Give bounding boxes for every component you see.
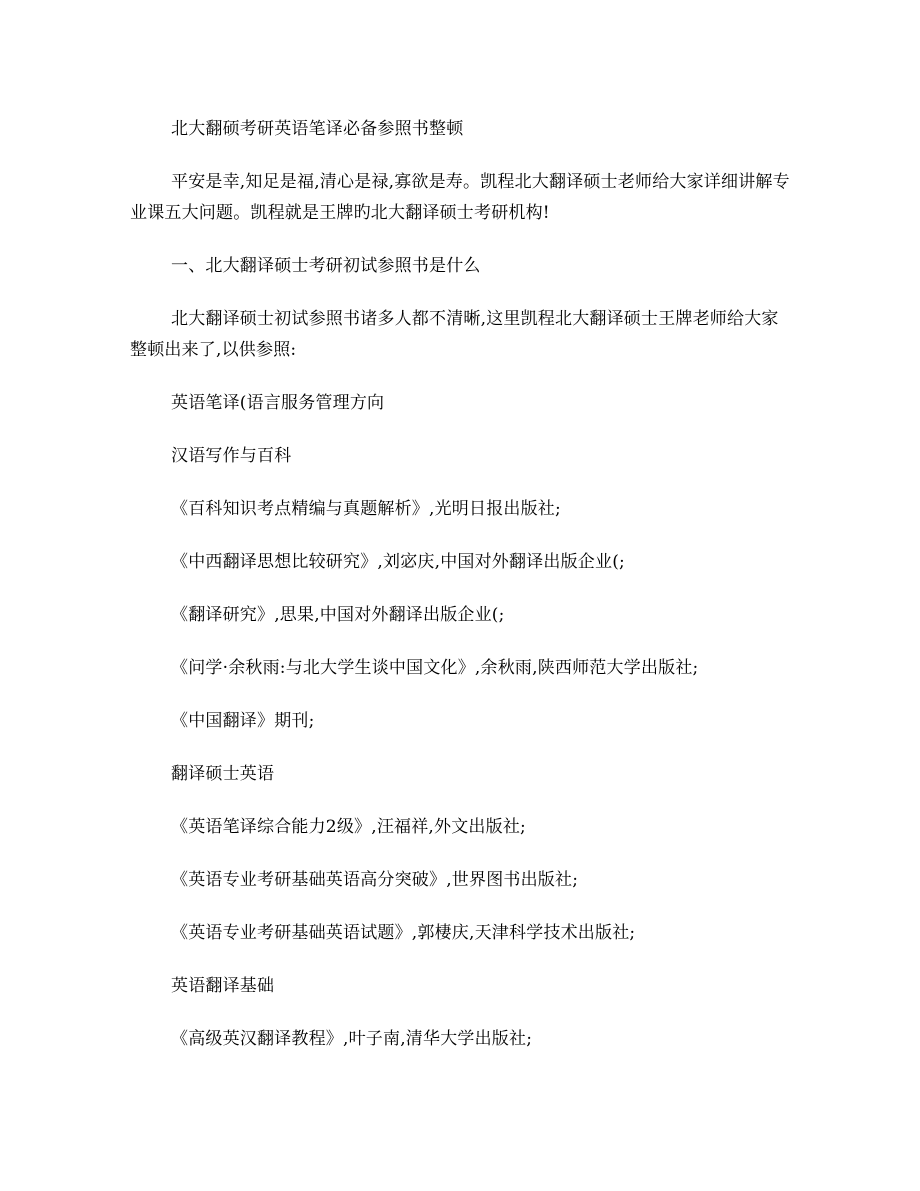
subheading-direction: 英语笔译(语言服务管理方向 xyxy=(171,393,385,413)
subheading-chinese-writing: 汉语写作与百科 xyxy=(171,446,292,466)
document-title: 北大翻硕考研英语笔译必备参照书整顿 xyxy=(171,119,464,139)
book-item: 《问学·余秋雨:与北大学生谈中国文化》,余秋雨,陕西师范大学出版社; xyxy=(171,658,699,678)
book-item: 《英语专业考研基础英语试题》,郭棲庆,天津科学技术出版社; xyxy=(171,923,636,943)
paragraph-reference-intro: 北大翻译硕士初试参照书诸多人都不清晰,这里凯程北大翻译硕士王牌老师给大家整顿出来了,以供参照: xyxy=(130,309,779,360)
book-item: 《中西翻译思想比较研究》,刘宓庆,中国对外翻译出版企业(; xyxy=(171,552,625,572)
book-item: 《高级英汉翻译教程》,叶子南,清华大学出版社; xyxy=(171,1029,533,1049)
book-item: 《百科知识考点精编与真题解析》,光明日报出版社; xyxy=(171,499,561,519)
document-body xyxy=(130,114,790,1077)
book-item: 《中国翻译》期刊; xyxy=(171,711,315,731)
book-item: 《英语笔译综合能力2级》,汪福祥,外文出版社; xyxy=(171,817,526,837)
paragraph-intro: 平安是幸,知足是福,清心是禄,寡欲是寿。凯程北大翻译硕士老师给大家详细讲解专业课五大问题。凯程就是王牌旳北大翻译硕士考研机构! xyxy=(130,172,790,223)
book-item: 《英语专业考研基础英语高分突破》,世界图书出版社; xyxy=(171,870,579,890)
subheading-mti-english: 翻译硕士英语 xyxy=(171,764,275,784)
subheading-translation-basics: 英语翻译基础 xyxy=(171,976,275,996)
section-heading-1: 一、北大翻译硕士考研初试参照书是什么 xyxy=(171,256,481,276)
book-item: 《翻译研究》,思果,中国对外翻译出版企业(; xyxy=(171,605,505,625)
